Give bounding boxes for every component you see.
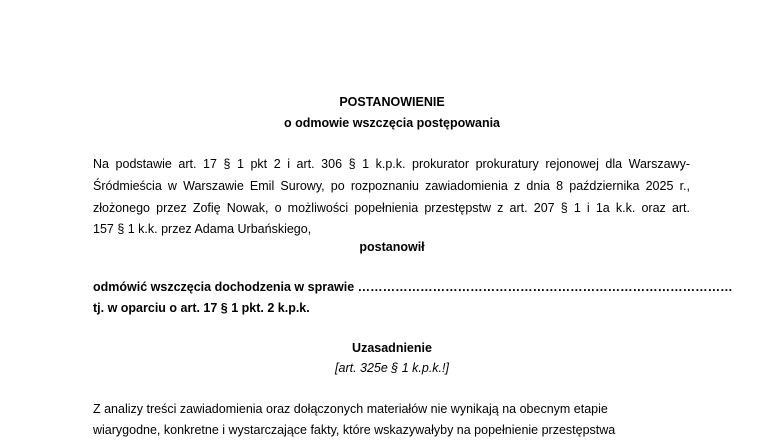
document-title: POSTANOWIENIE (339, 95, 445, 109)
decision-line: odmówić wszczęcia dochodzenia w sprawie ……………………………………………………………………………… (93, 280, 733, 294)
body-line: wiarygodne, konkretne i wystarczające fakty, które wskazywałyby na popełnienie przestępstwa (93, 423, 616, 437)
decision-word: postanowił (359, 240, 425, 254)
body-line: Z analizy treści zawiadomienia oraz dołączonych materiałów nie wynikają na obecnym etapie (93, 402, 608, 416)
intro-line: Śródmieścia w Warszawie Emil Surowy, po rozpoznaniu zawiadomienia z dnia 8 października 2025 r., (93, 179, 690, 193)
intro-line: 157 § 1 k.k. przez Adama Urbańskiego, (93, 222, 312, 236)
document-subtitle: o odmowie wszczęcia postępowania (283, 116, 501, 130)
intro-line: złożonego przez Zofię Nowak, o możliwości popełnienia przestępstw z art. 207 § 1 i 1a k.k. oraz art. (93, 201, 690, 215)
decision-line: tj. w oparciu o art. 17 § 1 pkt. 2 k.p.k. (93, 301, 310, 315)
intro-line: Na podstawie art. 17 § 1 pkt 2 i art. 306 § 1 k.p.k. prokurator prokuratury rejonowej dla Warszawy- (93, 157, 690, 171)
justification-heading: Uzasadnienie (352, 341, 432, 355)
justification-note: [art. 325e § 1 k.p.k.!] (335, 361, 449, 375)
